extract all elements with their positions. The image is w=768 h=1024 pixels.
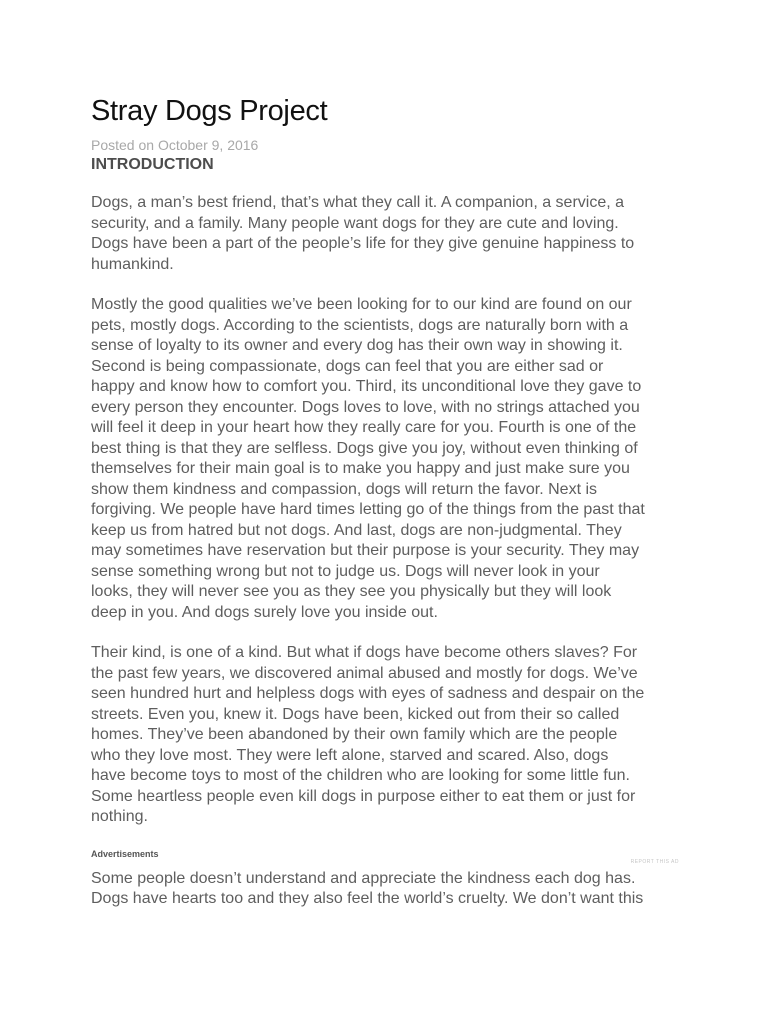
text-line: the past few years, we discovered animal abused and mostly for dogs. We’ve bbox=[91, 664, 638, 682]
text-line: seen hundred hurt and helpless dogs with eyes of sadness and despair on the bbox=[91, 685, 645, 702]
text-line: Mostly the good qualities we’ve been looking for to our kind are found on our bbox=[91, 296, 632, 313]
paragraph-4 bbox=[91, 869, 691, 910]
text-line: deep in you. And dogs surely love you inside out. bbox=[91, 603, 438, 621]
text-line: every person they encounter. Dogs loves to love, with no strings attached you bbox=[91, 398, 640, 416]
text-line: looks, they will never see you as they see you physically but they will look bbox=[91, 583, 612, 600]
post-content bbox=[91, 92, 691, 910]
text-line: Dogs have been a part of the people’s life for they give genuine happiness to bbox=[91, 235, 635, 252]
post-title: Stray Dogs Project bbox=[91, 95, 328, 127]
report-ad-link[interactable]: REPORT THIS AD bbox=[630, 858, 679, 865]
post-date: Posted on October 9, 2016 bbox=[91, 137, 259, 153]
text-line: sense something wrong but not to judge us. Dogs will never look in your bbox=[91, 562, 600, 580]
text-line: best thing is that they are selfless. Dogs give you joy, without even thinking of bbox=[91, 439, 638, 457]
text-line: Second is being compassionate, dogs can feel that you are either sad or bbox=[91, 357, 604, 375]
paragraph-1 bbox=[91, 193, 691, 275]
text-line: keep us from hatred but not dogs. And last, dogs are non-judgmental. They bbox=[91, 521, 622, 539]
text-line: Their kind, is one of a kind. But what if dogs have become others slaves? For bbox=[91, 644, 638, 661]
text-line: Dogs have hearts too and they also feel the world’s cruelty. We don’t want this bbox=[91, 890, 644, 907]
paragraph-3 bbox=[91, 643, 691, 828]
paragraph-2 bbox=[91, 295, 691, 623]
text-line: may sometimes have reservation but their purpose is your security. They may bbox=[91, 542, 640, 559]
text-line: Dogs, a man’s best friend, that’s what they call it. A companion, a service, a bbox=[91, 194, 625, 211]
text-line: Some people doesn’t understand and appreciate the kindness each dog has. bbox=[91, 869, 636, 887]
text-line: humankind. bbox=[91, 255, 174, 273]
text-line: forgiving. We people have hard times letting go of the things from the past that bbox=[91, 501, 645, 518]
text-line: will feel it deep in your heart how they really care for you. Fourth is one of the bbox=[91, 419, 637, 436]
text-line: homes. They’ve been abandoned by their own family which are the people bbox=[91, 726, 618, 743]
text-line: happy and know how to comfort you. Third, its unconditional love they gave to bbox=[91, 378, 642, 395]
text-line: themselves for their main goal is to make you happy and just make sure you bbox=[91, 460, 630, 477]
text-line: nothing. bbox=[91, 808, 148, 825]
section-heading: INTRODUCTION bbox=[91, 156, 214, 173]
advertisement-bar bbox=[91, 849, 691, 869]
text-line: pets, mostly dogs. According to the scientists, dogs are naturally born with a bbox=[91, 316, 629, 334]
text-line: Some heartless people even kill dogs in purpose either to eat them or just for bbox=[91, 787, 636, 805]
text-line: streets. Even you, knew it. Dogs have been, kicked out from their so called bbox=[91, 705, 620, 723]
text-line: have become toys to most of the children who are looking for some little fun. bbox=[91, 767, 630, 784]
text-line: show them kindness and compassion, dogs will return the favor. Next is bbox=[91, 480, 598, 498]
advertisements-label: Advertisements bbox=[91, 848, 159, 859]
text-line: security, and a family. Many people want dogs for they are cute and loving. bbox=[91, 214, 619, 232]
text-line: who they love most. They were left alone, starved and scared. Also, dogs bbox=[91, 746, 609, 764]
text-line: sense of loyalty to its owner and every dog has their own way in showing it. bbox=[91, 337, 623, 354]
